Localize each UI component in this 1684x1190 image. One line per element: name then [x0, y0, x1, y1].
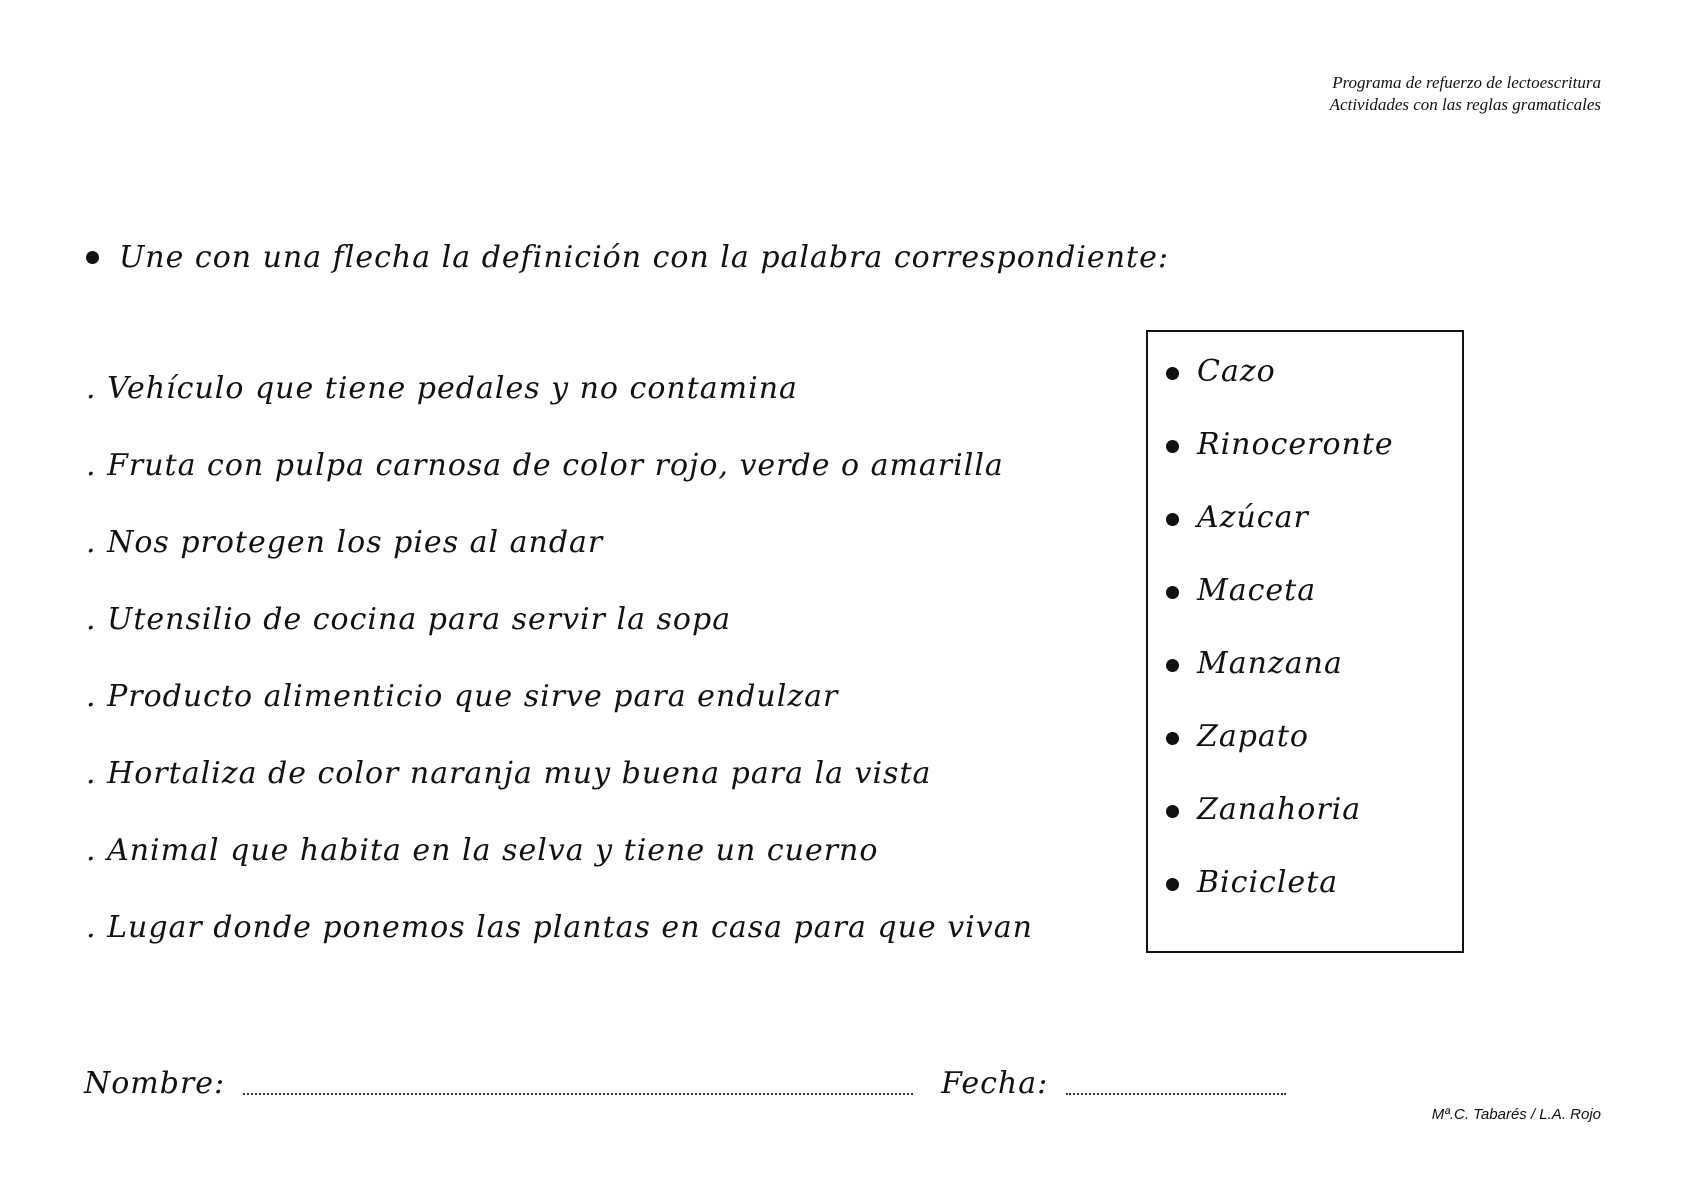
author-credit: Mª.C. Tabarés / L.A. Rojo [1431, 1106, 1601, 1123]
bullet-icon [1166, 440, 1179, 453]
bullet-icon [1166, 732, 1179, 745]
word-item [1166, 573, 1394, 646]
definition-item [86, 448, 1033, 525]
header-activity-title: Actividades con las reglas gramaticales [1329, 95, 1601, 114]
word-bank-box [1146, 330, 1464, 953]
bullet-icon [1166, 805, 1179, 818]
definition-item [86, 602, 1033, 679]
page-header [1330, 72, 1601, 116]
definition-item [86, 910, 1033, 987]
definitions-list [86, 371, 1033, 987]
definition-text: . Vehículo que tiene pedales y no contamina [86, 371, 798, 406]
word-bank-list [1166, 354, 1394, 938]
definition-text: . Hortaliza de color naranja muy buena para la vista [86, 756, 932, 791]
definition-text: . Nos protegen los pies al andar [86, 525, 604, 560]
word-text: Zapato [1197, 719, 1309, 754]
word-text: Manzana [1197, 646, 1343, 681]
bullet-icon [1166, 659, 1179, 672]
definition-text: . Producto alimenticio que sirve para endulzar [86, 679, 839, 714]
word-text: Bicicleta [1197, 865, 1339, 900]
word-item [1166, 865, 1394, 938]
definition-item [86, 371, 1033, 448]
definition-text: . Animal que habita en la selva y tiene un cuerno [86, 833, 879, 868]
bullet-icon [1166, 367, 1179, 380]
word-text: Maceta [1197, 573, 1317, 608]
word-item [1166, 792, 1394, 865]
word-text: Zanahoria [1197, 792, 1362, 827]
bullet-icon [1166, 513, 1179, 526]
definition-item [86, 756, 1033, 833]
instruction-text: Une con una flecha la definición con la palabra correspondiente: [119, 240, 1169, 275]
word-item [1166, 646, 1394, 719]
date-field[interactable] [1066, 1069, 1286, 1095]
definition-text: . Lugar donde ponemos las plantas en casa para que vivan [86, 910, 1033, 945]
name-field[interactable] [243, 1069, 913, 1095]
definition-text: . Utensilio de cocina para servir la sopa [86, 602, 732, 637]
definition-item [86, 679, 1033, 756]
student-info-footer [84, 1066, 1286, 1101]
word-text: Cazo [1197, 354, 1276, 389]
definition-item [86, 833, 1033, 910]
definition-text: . Fruta con pulpa carnosa de color rojo, verde o amarilla [86, 448, 1004, 483]
bullet-icon [1166, 586, 1179, 599]
header-program-title: Programa de refuerzo de lectoescritura [1332, 73, 1601, 92]
bullet-icon [86, 251, 99, 264]
bullet-icon [1166, 878, 1179, 891]
word-item [1166, 500, 1394, 573]
exercise-instruction [86, 240, 1169, 275]
word-item [1166, 354, 1394, 427]
name-label: Nombre: [84, 1066, 226, 1101]
date-label: Fecha: [941, 1066, 1049, 1101]
word-text: Azúcar [1197, 500, 1309, 535]
word-item [1166, 427, 1394, 500]
definition-item [86, 525, 1033, 602]
word-text: Rinoceronte [1197, 427, 1394, 462]
word-item [1166, 719, 1394, 792]
